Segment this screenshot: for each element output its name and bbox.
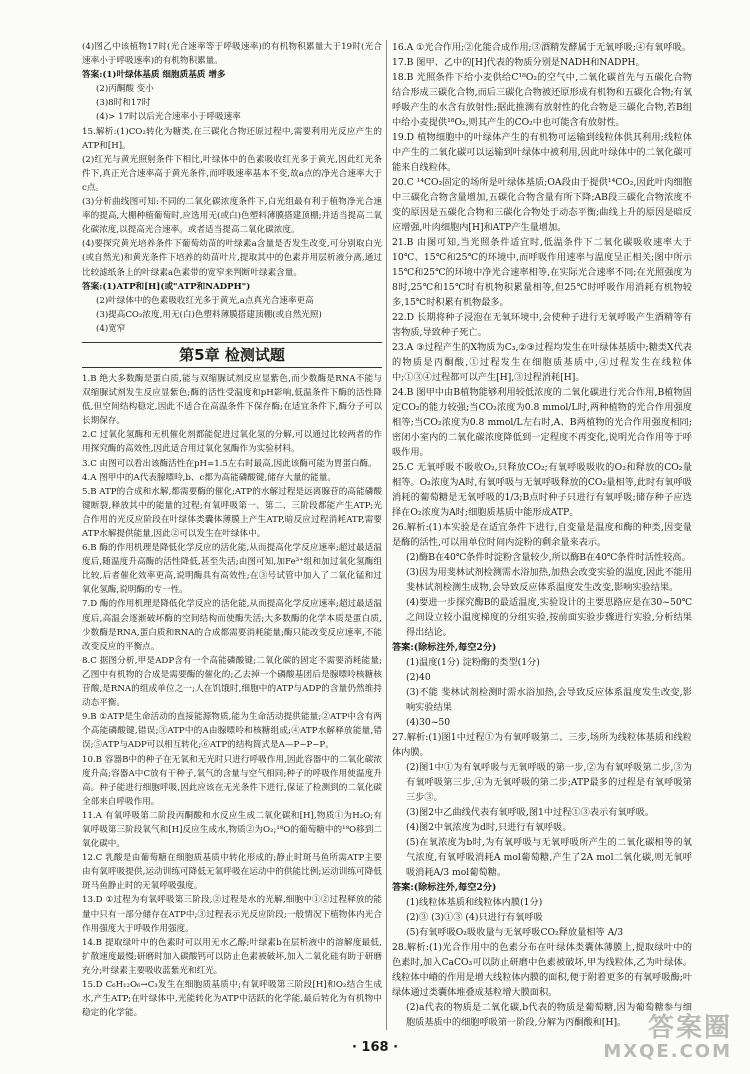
answer-paragraph: (2)图1中①为有氧呼吸与无氧呼吸的第一步,②为有氧呼吸第二步,③为有氧呼吸第三步,④为无氧呼吸的第二步;ATP最多的过程是有氧呼吸第三步③。: [406, 762, 692, 803]
answer-paragraph: (3)图2中乙曲线代表有氧呼吸,图1中过程①③表示有氧呼吸。: [406, 807, 655, 818]
answer-heading: 答案:(1)叶绿体基质 细胞质基质 增多: [82, 70, 226, 81]
answer-paragraph: 3.C 由图可以看出该酶活性在pH=1.5左右时最高,因此该酶可能为胃蛋白酶。: [82, 458, 377, 469]
answer-paragraph: 6.B 酶的作用机理是降低化学反应的活化能,从而提高化学反应速率;超过最适温度后,随温度升高酶的活性降低,甚至失活;由图可知,加Fe³⁺组和加过氧化氢酶组比较,后者催化效率更高,说明酶具有高效性;在③号试管中加入了二氧化锰和过氧化氢酶,说明酶的专一性。: [82, 543, 382, 596]
answer-paragraph: 21.B 由图可知,当光照条件适宜时,低温条件下二氧化碳吸收速率大于10℃、15℃和25℃的环境中,而呼吸作用速率与温度呈正相关;图中所示15℃和25℃的环境中净光合速率相等,在实际光合速率不同;在光照强度为8时,25℃和15℃时有机物积累量相等,但25℃时呼吸作用消耗有机物较多,15℃时积累有机物最多。: [392, 237, 692, 308]
answer-paragraph: (4)宽窄: [96, 323, 126, 334]
answer-paragraph: 23.A ③过程产生的X物质为C₃,②③过程均发生在叶绿体基质中;糖类X代表的物质是丙酮酸,①过程发生在细胞质基质中,④过程发生在线粒体中;①③④过程都可以产生[H],③过程消耗[H]。: [392, 342, 692, 383]
answer-paragraph: (1)线粒体基质和线粒体内膜(1分): [406, 897, 543, 908]
answer-paragraph: 10.B 容器B中的种子在无氧和无光时只进行呼吸作用,因此容器中的二氧化碳浓度升高;容器A中C放有干种子,氧气的含量与空气相同;种子的呼吸作用使温度升高。种子能进行细胞呼吸,因此应该在无光条件下进行,保证了检测到的二氧化碳全部来自呼吸作用。: [82, 754, 382, 807]
answer-paragraph: 13.D ①过程为有氧呼吸第三阶段,②过程是水的光解,细胞中①②过程释放的能量中只有一部分储存在ATP中;③过程表示光反应阶段;一般情况下植物体内光合作用强度大于呼吸作用强度。: [82, 895, 382, 934]
answer-paragraph: (3)因为用斐林试剂检测需水浴加热,加热会改变实验的温度,因此不能用斐林试剂检测生成物,会导致反应体系温度发生改变,影响实验结果。: [406, 567, 692, 593]
answer-paragraph: 25.C 无氧呼吸不吸收O₂,只释放CO₂;有氧呼吸吸收的O₂和释放的CO₂量相等。O₂浓度为A时,有氧呼吸与无氧呼吸释放的CO₂量相等,此时有氧呼吸消耗的葡萄糖是无氧呼吸的1/3;B点时种子只进行有氧呼吸;储存种子应选择在O₂浓度为A时;细胞质基质中能形成ATP。: [392, 462, 692, 518]
answer-paragraph: 11.A 有氧呼吸第二阶段丙酮酸和水反应生成二氧化碳和[H],物质①为H₂O;有氧呼吸第三阶段氧气和[H]反应生成水,物质②为O₂;¹⁸O的葡萄糖中的¹⁸O移到二氧化碳中。: [82, 810, 382, 850]
watermark-line1: 答案圈: [647, 1013, 732, 1043]
answer-heading: 答案:(除标注外,每空2分): [392, 642, 497, 653]
page-number: · 168 ·: [351, 1040, 399, 1055]
answer-paragraph: 27.解析:(1)图1中过程①为有氧呼吸第二、三步,场所为线粒体基质和线粒体内膜。: [392, 732, 692, 758]
answer-paragraph: 28.解析:(1)光合作用中的色素分布在叶绿体类囊体薄膜上,提取绿叶中的色素时,加入CaCO₃可以防止研磨中色素被破坏,甲为线粒体,乙为叶绿体。线粒体中嵴的作用是增大线粒体内膜的面积,便于附着更多的有氧呼吸酶;叶绿体通过类囊体堆叠成基粒增大膜面积。: [392, 942, 693, 998]
answer-paragraph: (2)a代表的物质是二氧化碳,b代表的物质是葡萄糖,因为葡萄糖参与细胞质基质中的细胞呼吸第一阶段,分解为丙酮酸和[H]。: [406, 1002, 692, 1028]
answer-paragraph: 18.B 光照条件下给小麦供给C¹⁸O₂的空气中,二氧化碳首先与五碳化合物结合形成三碳化合物,而后三碳化合物被还原形成有机物和五碳化合物;有氧呼吸产生的水含有放射性;据此推测有放射性的化合物是三碳化合物,若B组中给小麦提供¹⁸O₂,则其产生的CO₂中也可能含有放射性。: [392, 72, 693, 128]
answer-paragraph: (5)有氧呼吸O₂吸收量与无氧呼吸CO₂释放量相等 A/3: [406, 927, 624, 938]
answer-paragraph: (1)温度(1分) 淀粉酶的类型(1分): [406, 657, 540, 668]
answer-paragraph: 24.B 图甲中由B植物能够利用较低浓度的二氧化碳进行光合作用,B植物固定CO₂的能力较强;当CO₂浓度为0.8 mmol/L时,两种植物的光合作用强度相等;当CO₂浓度为0.8 mmol/L左右时,A、B两植物的光合作用强度相同;密闭小室内的二氧化碳浓度降低到一定程度不再变化,说明光合作用等于呼吸作用。: [392, 387, 692, 458]
answer-paragraph: 22.D 长期将种子浸泡在无氧环境中,会使种子进行无氧呼吸产生酒精等有害物质,导致种子死亡。: [392, 312, 692, 338]
answer-paragraph: (3)8时和17时: [96, 98, 151, 109]
answer-paragraph: (2)红光与黄光照射条件下相比,叶绿体中的色素吸收红光多于黄光,因此红光条件下,真正光合速率高于黄光条件,而呼吸速率基本不变,故a点的净光合速率大于c点。: [82, 154, 382, 193]
answer-paragraph: 19.D 植物细胞中的叶绿体产生的有机物可运输到线粒体供其利用;线粒体中产生的二氧化碳可以运输到叶绿体中被利用,因此叶绿体中的二氧化碳可能来自线粒体。: [392, 132, 692, 173]
answer-paragraph: (2)丙酮酸 变小: [96, 84, 154, 95]
column-divider: [386, 40, 387, 1030]
answer-paragraph: (2)酶B在40℃条件时淀粉含量较少,所以酶B在40℃条件时活性较高。: [406, 552, 691, 563]
answer-paragraph: (4)30~50: [406, 717, 451, 728]
answer-paragraph: (4)要探究黄光培养条件下葡萄幼苗的叶绿素a含量是否发生改变,可分别取白光(或自然光)和黄光条件下培养的幼苗叶片,提取其中的色素并用层析液分离,通过比较滤纸条上的叶绿素a色素带的宽窄来判断叶绿素含量。: [82, 239, 382, 278]
answer-paragraph: (4)图2中氧浓度为d时,只进行有氧呼吸。: [406, 822, 572, 833]
answer-paragraph: (4)图乙中该植物17时(光合速率等于呼吸速率)的有机物积累量大于19时(光合速率小于呼吸速率)的有机物积累量。: [82, 42, 382, 67]
answer-paragraph: (3)不能 斐林试剂检测时需水浴加热,会导致反应体系温度发生改变,影响实验结果: [406, 687, 692, 713]
answer-paragraph: (2)③ (3)①③ (4)只进行有氧呼吸: [406, 912, 543, 923]
chapter-heading: 第5章 检测试题: [82, 342, 382, 368]
answer-paragraph: 12.C 乳酸是由葡萄糖在细胞质基质中转化形成的;静止时斑马鱼所需ATP主要由有氧呼吸提供,运动训练可降低无氧呼吸在运动中的供能比例;运动训练可降低斑马鱼静止时的无氧呼吸强度。: [82, 853, 382, 892]
answer-paragraph: 8.C 据图分析,甲是ADP含有一个高能磷酸键;二氧化碳的固定不需要消耗能量;乙图中有机物的合成是需要酶的催化的;乙去掉一个磷酸基团后是腺嘌呤核糖核苷酸,是RNA的组成单位之一;人在饥饿时,细胞中的ATP与ADP的含量仍然维持动态平衡。: [82, 655, 382, 709]
answer-paragraph: (4)> 17时以后光合速率小于呼吸速率: [96, 112, 241, 123]
answer-paragraph: (3)提高CO₂浓度,用无(白)色塑料薄膜搭建顶棚(或自然光照): [96, 309, 322, 320]
watermark-logo: [603, 1014, 732, 1062]
answer-paragraph: 4.A 图甲中的A代表腺嘌呤,b、c都为高能磷酸键,储存大量的能量。: [82, 472, 336, 483]
answer-paragraph: (4)要进一步探究酶B的最适温度,实验设计的主要思路应是在30~50℃之间设立较小温度梯度的分组实验,按前面实验步骤进行实验,分析结果得出结论。: [406, 597, 692, 638]
answer-paragraph: (2)40: [406, 672, 431, 683]
answer-paragraph: 2.C 过氧化氢酶和无机催化剂都能促进过氧化氢的分解,可以通过比较两者的作用探究酶的高效性,因此适合用过氧化氢酶作为实验材料。: [82, 430, 382, 455]
answer-paragraph: 14.B 提取绿叶中的色素时可以用无水乙醇;叶绿素b在层析液中的溶解度最低,扩散速度最慢;研磨时加入碳酸钙可以防止色素被破坏,加入二氧化硅有助于研磨充分;叶绿素主要吸收蓝紫光和红光。: [82, 937, 382, 976]
answer-paragraph: 15.解析:(1)CO₂转化为糖类,在三碳化合物还原过程中,需要利用光反应产生的ATP和[H]。: [82, 126, 382, 151]
answer-paragraph: 5.B ATP的合成和水解,都需要酶的催化;ATP的水解过程是远离腺苷的高能磷酸键断裂,释放其中的能量的过程;有氧呼吸第一、第二、三阶段都能产生ATP;光合作用的光反应阶段在叶绿体类囊体薄膜上产生ATP,暗反应过程消耗ATP,需要ATP水解提供能量,因此②可以发生在叶绿体中。: [82, 486, 382, 539]
watermark-line2: MXQE.COM: [603, 1041, 732, 1062]
answer-heading: 答案:(除标注外,每空2分): [392, 882, 497, 893]
right-column: [392, 40, 692, 1030]
answer-paragraph: 26.解析:(1)本实验是在适宜条件下进行,自变量是温度和酶的种类,因变量是酶的活性,可以用单位时间内淀粉的剩余量来表示。: [392, 522, 692, 548]
answer-paragraph: 1.B 绝大多数酶是蛋白质,能与双缩脲试剂反应显紫色,而少数酶是RNA不能与双缩脲试剂发生反应显紫色;酶的活性受温度和pH影响,低温条件下酶的活性降低,但空间结构稳定,因此不适合在高温条件下保存酶;在适宜条件下,酶分子可以长期保存。: [82, 373, 382, 427]
answer-paragraph: 16.A ①光合作用;②化能合成作用;③酒精发酵属于无氧呼吸;④有氧呼吸。: [392, 42, 691, 53]
answer-paragraph: (5)在氧浓度为b时,为有氧呼吸与无氧呼吸所产生的二氧化碳相等的氧气浓度,有氧呼吸消耗A mol葡萄糖,产生了2A mol二氧化碳,则无氧呼吸消耗A/3 mol葡萄糖。: [406, 837, 692, 878]
answer-paragraph: 15.D C₆H₁₂O₆→C₃发生在细胞质基质中;有氧呼吸第三阶段[H]和O₂结合生成水,产生ATP;在叶绿体中,光能转化为ATP中活跃的化学能,最后转化为有机物中稳定的化学能。: [82, 980, 382, 1019]
answer-paragraph: 9.B ①ATP是生命活动的直接能源物质,能为生命活动提供能量;②ATP中含有两个高能磷酸键,错误;③ATP中的A由腺嘌呤和核糖组成;④ATP水解释放能量,错误;⑤ATP与ADP可以相互转化;⑥ATP的结构简式是A—P~P~P。: [82, 712, 382, 751]
answer-paragraph: 7.D 酶的作用机理是降低化学反应的活化能,从而提高化学反应速率;超过最适温度后,高温会逐渐破坏酶的空间结构而使酶失活;大多数酶的化学本质是蛋白质,少数酶是RNA,蛋白质和RNA的合成都需要消耗能量;酶只能改变反应速率,不能改变反应的平衡点。: [82, 599, 382, 652]
answer-paragraph: 17.B 图甲、乙中的[H]代表的物质分别是NADH和NADPH。: [392, 57, 645, 68]
left-column: [82, 40, 382, 1020]
answer-heading: 答案:(1)ATP和[H](或"ATP和NADPH"): [82, 281, 251, 292]
answer-paragraph: (3)分析曲线图可知:不同的二氧化碳浓度条件下,白光组最有利于植物净光合速率的提高,大棚种植葡萄时,应选用无(或白)色塑料薄膜搭建顶棚;并适当提高二氧化碳浓度,以提高光合速率。或者适当提高二氧化碳浓度。: [82, 197, 382, 236]
answer-paragraph: (2)叶绿体中的色素吸收红光多于黄光,a点真光合速率更高: [96, 295, 314, 306]
answer-paragraph: 20.C ¹⁴CO₂固定的场所是叶绿体基质;OA段由于提供¹⁴CO₂,因此叶肉细胞中三碳化合物含量增加,五碳化合物含量有所下降;AB段三碳化合物浓度不变的原因是五碳化合物和三碳化合物处于动态平衡;曲线上升的原因是暗反应增强,叶肉细胞内[H]和ATP产生量增加。: [392, 177, 692, 233]
